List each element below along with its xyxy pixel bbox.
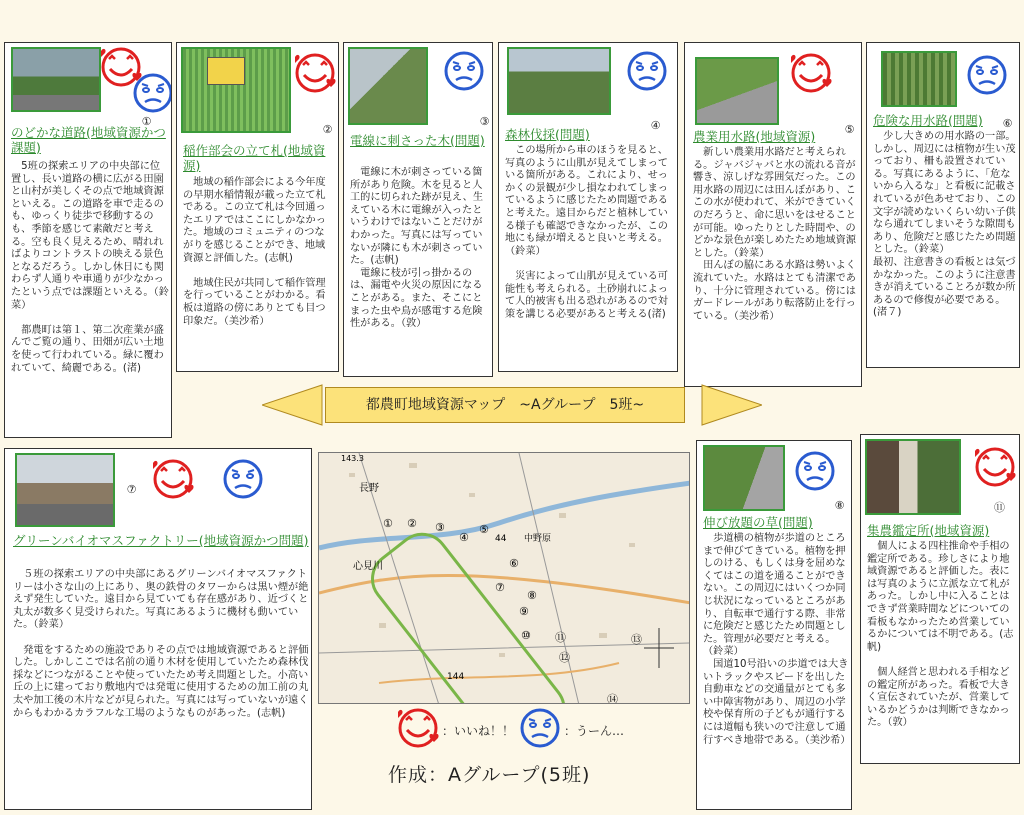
card-1-title: のどかな道路(地域資源かつ課題)	[11, 125, 166, 155]
map-marker-1: ①	[383, 517, 393, 530]
happy-face-icon	[975, 447, 1019, 491]
map-label-nakanohara: 中野原	[524, 534, 552, 544]
happy-face-icon	[791, 53, 835, 97]
map-marker-6: ⑥	[509, 557, 519, 570]
card-11-photo	[865, 439, 961, 515]
map-marker-12: ⑫	[559, 651, 570, 664]
map-marker-8: ⑧	[527, 589, 537, 602]
map-label-route144: 144	[447, 672, 465, 682]
card-8-body: 歩道横の植物が歩道のところまで伸びてきている。植物を押しのける、もしくは身を屈めなくてはこの道を通ることができない。この周辺にはいくつか同じ状況になっているところがあり、自転車で通行する際、非常に危険だと感じたため問題とした。管理が必要だと考える。（鈴菜） 国道10号沿いの歩道では大きいトラックやスピードを出した自動車などの交通量がとても多い中障害物があり、周辺の小学校や保育所の子どもが通行するには道幅も狭いので注意して通行すべき地帯である。（美沙希）	[703, 533, 851, 746]
card-3-body: 電線に木が刺さっている箇所があり危険。木を見ると人工的に切られた跡が見え、生えている木に電線が入ったというわけではないことだけがわかった。写真には写っていないが隣にも木が刺さっていた。(志帆) 電線に枝が引っ掛かるのは、漏電や火災の原因になることがある。また、そこにとまった虫や鳥が感電する危険性がある。（敦）	[350, 167, 484, 330]
map-marker-4: ④	[459, 531, 469, 544]
card-7-number: ⑦	[126, 483, 137, 496]
map-label-river: 心見川	[353, 561, 383, 572]
card-5-number: ⑤	[844, 123, 855, 136]
card-6-number: ⑥	[1002, 117, 1013, 130]
footer-credit: 作成：Aグループ(5班)	[388, 764, 591, 786]
card-2	[176, 42, 339, 372]
card-4	[498, 42, 678, 372]
banner-title: 都農町地域資源マップ ~Aグループ 5班~	[325, 387, 685, 423]
sad-face-icon	[223, 459, 267, 503]
map-marker-5: ⑤	[479, 523, 489, 536]
card-1-body: 5班の探索エリアの中央部に位置し、長い道路の横に広がる田園と山村が美しくその点で地域資源といえる。この道路を車で走るのも、ゆっくり徒歩で移動するのも、季節を感じて素敵だと考える。空も良く見えるため、晴れればよりコントラストの映える景色となるだろう。しかし休日にも関わらず人通りや車通りが少なかったという点では課題といえる。（鈴菜） 都農町は第１、第二次産業が盛んでご覧の通り、田畑が広い土地を使って行われている。緑に覆われていて、綺麗である。(渚)	[11, 161, 169, 374]
card-2-body: 地域の稲作部会による今年度の早期水稲情報が載った立て札である。この立て札は今回通ったエリアではここにしかなかった。地域のコミュニティのつながりを感じることができ、地域資源と評価した。(志帆) 地域住民が共同して稲作管理を行っていることがわかる。看板は道路の傍にありとても目つ印象だ。（美沙希）	[183, 177, 326, 327]
map-graphic	[319, 453, 690, 704]
card-1	[4, 42, 172, 438]
card-3-number: ③	[479, 115, 490, 128]
area-map	[318, 452, 690, 704]
map-marker-3: ③	[435, 521, 445, 534]
card-6-photo	[881, 51, 957, 107]
card-4-number: ④	[650, 119, 661, 132]
map-marker-11: ⑪	[555, 631, 566, 644]
card-5	[684, 42, 862, 387]
card-4-body: この場所から車のほうを見ると、写真のように山肌が見えてしまっている箇所がある。これにより、せっかくの景観が少し損なわれてしまっているように感じたため問題であると考えた。遠目からだと植林している様子も確認できなかったが、この地にも緑が増えると良いと考える。（鈴菜） 災害によって山肌が見えている可能性も考えられる。土砂崩れによって人的被害も出る恐れがあるので対策を講じる必要があると考える(渚)	[505, 145, 668, 320]
map-marker-13: ⑬	[631, 633, 642, 646]
card-8-photo	[703, 445, 785, 511]
sad-face-icon	[444, 51, 488, 95]
card-6-title: 危険な用水路(問題)	[873, 113, 983, 128]
card-2-title: 稲作部会の立て札(地域資源)	[183, 143, 326, 173]
happy-face-icon	[295, 53, 339, 97]
card-7	[4, 448, 312, 810]
map-label-route44: 44	[495, 534, 507, 544]
card-6-body: 少し大きめの用水路の一部。しかし、周辺には植物が生い茂っており、柵も設置されている。写真にあるように、「危ないから入るな」と看板に記載されているが色あせており、この文字が読めないくらい幼い子供なら通れてしまいそうな隙間もあり、危険だと感じたため問題とした。（鈴菜） 最初、注意書きの看板とは気づかなかった。このように注意書きが消えていることろが数か所あるので修復が必要である。(渚７)	[873, 131, 1016, 319]
map-label-elevation: 143.3	[341, 454, 364, 463]
sad-face-icon	[795, 451, 839, 495]
legend-happy-icon	[398, 708, 442, 752]
card-4-photo	[507, 47, 611, 115]
card-8-title: 伸び放題の草(問題)	[703, 515, 813, 530]
card-6	[866, 42, 1020, 368]
card-7-title: グリーンバイオマスファクトリー(地域資源かつ問題)	[13, 533, 309, 548]
map-marker-10: ⑩	[521, 629, 531, 642]
card-3-photo	[348, 47, 428, 125]
map-marker-9: ⑨	[519, 605, 529, 618]
card-8	[696, 440, 852, 810]
card-1-number: ①	[141, 115, 152, 128]
card-1-photo	[11, 47, 101, 112]
legend-good-label: ：いいね！！	[442, 724, 515, 738]
map-marker-2: ②	[407, 517, 417, 530]
legend-bad-label: ：うーん…	[564, 724, 625, 738]
card-7-photo	[15, 453, 115, 527]
card-2-number: ②	[322, 123, 333, 136]
card-5-body: 新しい農業用水路だと考えられる。ジャバジャバと水の流れる音が響き、涼しげな雰囲気だった。この用水路の周辺には田んぼがあり、ここの水が使われて、米ができていくのだろうと、命に思いをはせることが可能。ゆったりとした時間や、のどかな景色が楽しめたため地域資源とした。（鈴菜） 田んぼの脇にある水路は勢いよく流れていた。水路はとても清潔であり、十分に管理されている。傍にはガードレールがあり転落防止を行っている。（美沙希）	[693, 147, 856, 322]
card-11	[860, 434, 1020, 764]
card-11-body: 個人による四柱推命や手相の鑑定所である。珍しさにより地域資源であると評価した。表には写真のように立派な立て札があった。しかし中に入ることはできず営業時間などについての看板もなかったため営業しているかについては不明である。(志帆) 個人経営と思われる手相などの鑑定所があった。看板で大きく宣伝されていたが、営業しているかどうかは判断できなかった。（敦）	[867, 541, 1014, 729]
signboard-graphic	[207, 57, 245, 85]
card-11-title: 集農鑑定所(地域資源)	[867, 523, 990, 538]
happy-face-icon	[153, 459, 197, 503]
card-11-number: ⑪	[994, 501, 1005, 514]
sad-face-icon	[133, 73, 172, 117]
card-4-title: 森林伐採(問題)	[505, 127, 590, 142]
legend-sad-icon	[520, 708, 564, 752]
card-8-number: ⑧	[834, 499, 845, 512]
map-marker-14: ⑭	[607, 693, 618, 704]
sad-face-icon	[967, 55, 1011, 99]
map-label-nagano: 長野	[359, 483, 379, 494]
card-5-title: 農業用水路(地域資源)	[693, 129, 816, 144]
card-7-body: ５班の探索エリアの中央部にあるグリーンバイオマスファクトリーは小さな山の上にあり、奥の鉄骨のタワーからは黒い煙が絶えず発生していた。遠目から見ていても存在感があり、近づくと丸太が数多く見受けられた。写真にあるように機材も動いていた。（鈴菜） 発電をするための施設でありその点では地域資源であると評価した。しかしここでは名前の通り木材を使用していたため森林伐採などにつながることや使っていたため考え問題とした。小高い丘の上に建っており敷地内では発電に使用するための加工前の丸太や加工後の木片などが見られた。写真には写っていないが遠くからもわかるカラフルな工場のようなものがあった。(志帆)	[13, 569, 309, 719]
map-marker-7: ⑦	[495, 581, 505, 594]
card-3	[343, 42, 493, 377]
card-5-photo	[695, 57, 779, 125]
card-3-title: 電線に刺さった木(問題)	[350, 133, 485, 148]
sad-face-icon	[627, 51, 671, 95]
